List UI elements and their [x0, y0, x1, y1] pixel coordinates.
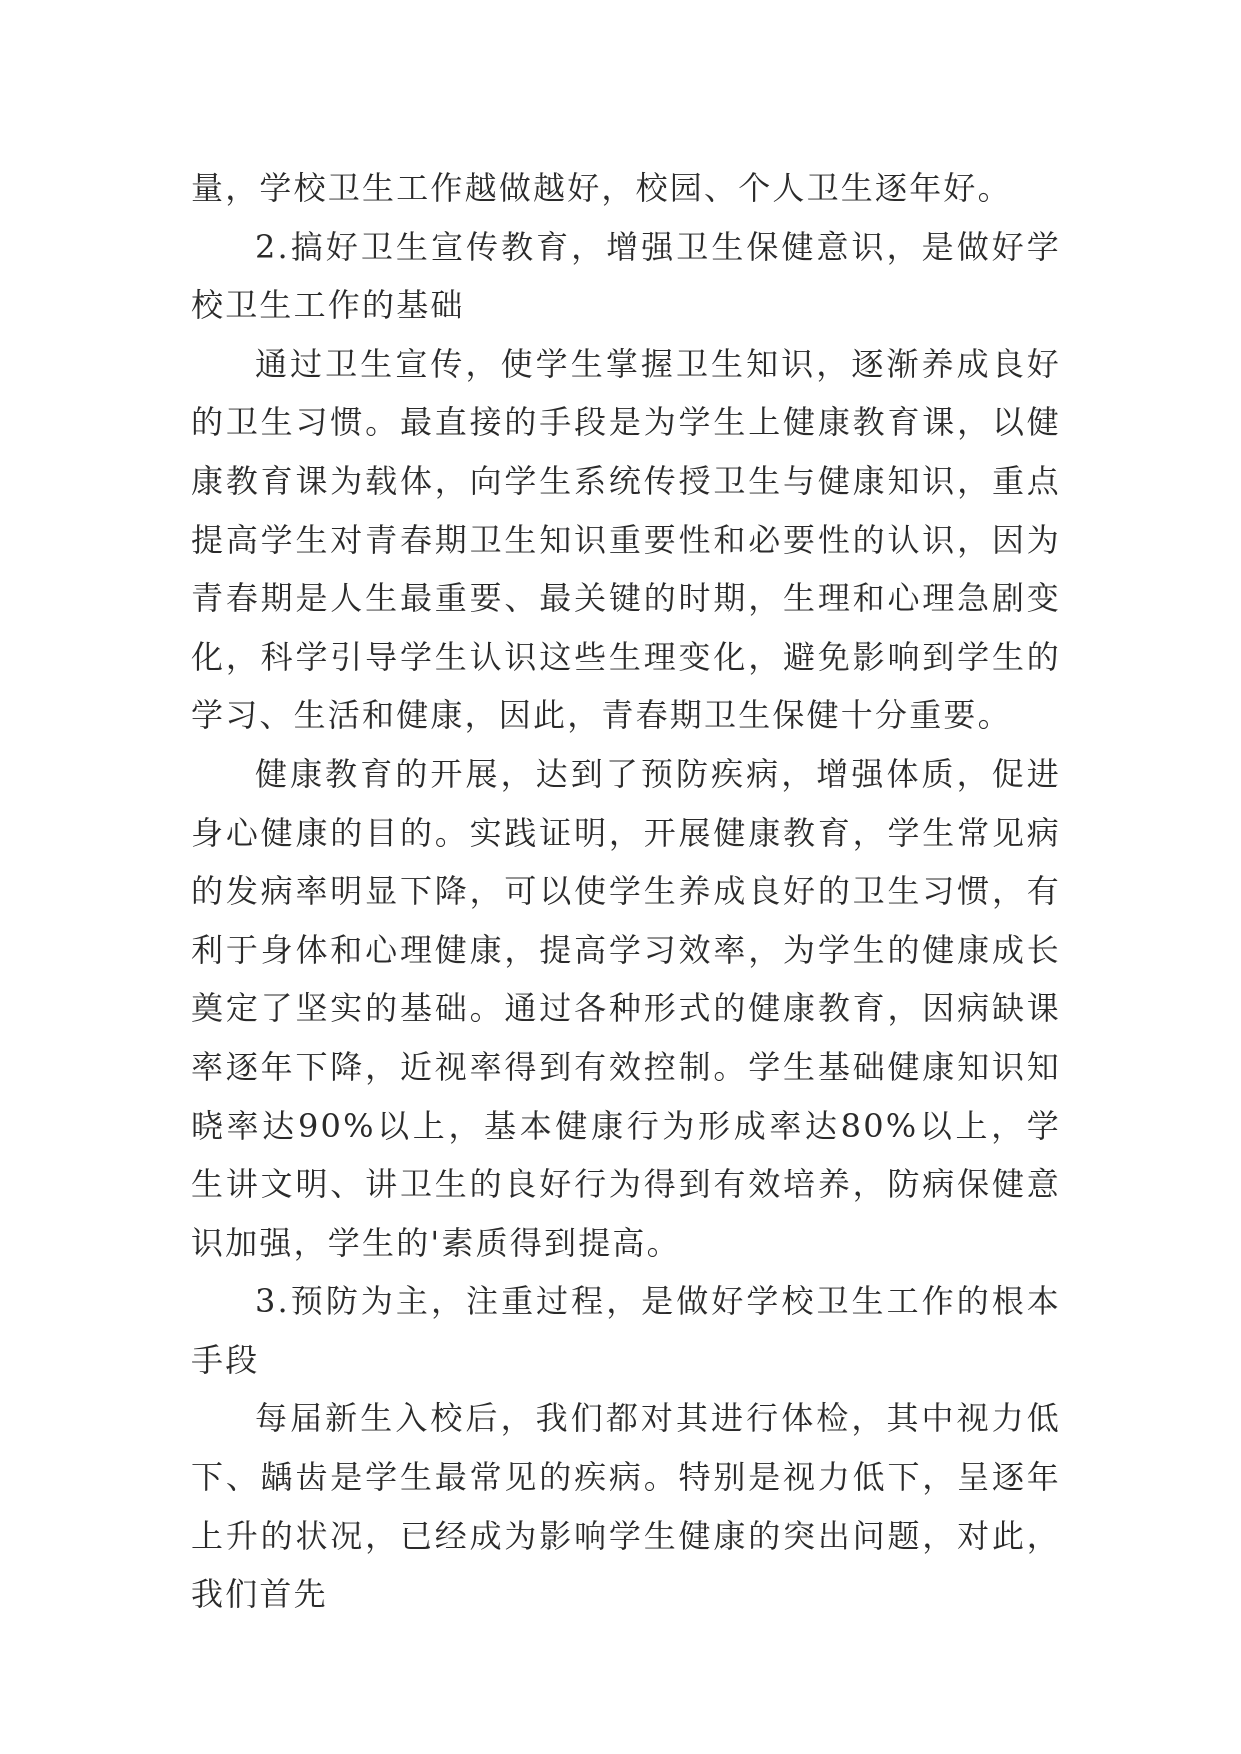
section-heading-3: 3.预防为主，注重过程，是做好学校卫生工作的根本手段	[191, 1282, 1061, 1379]
section-heading-2: 2.搞好卫生宣传教育，增强卫生保健意识，是做好学校卫生工作的基础	[191, 227, 1061, 325]
paragraph-health-education-class: 通过卫生宣传，使学生掌握卫生知识，逐渐养成良好的卫生习惯。最直接的手段是为学生上健康教育课，以健康教育课为载体，向学生系统传授卫生与健康知识，重点提高学生对青春期卫生知识重要性和必要性的认识，因为青春期是人生最重要、最关键的时期，生理和心理急剧变化，科学引导学生认识这些生理变化，避免影响到学生的学习、生活和健康，因此，青春期卫生保健十分重要。	[191, 344, 1061, 735]
paragraph-new-student-checkup: 每届新生入校后，我们都对其进行体检，其中视力低下、龋齿是学生最常见的疾病。特别是视力低下，呈逐年上升的状况，已经成为影响学生健康的突出问题，对此，我们首先	[191, 1399, 1061, 1614]
paragraph-continuation: 量，学校卫生工作越做越好，校园、个人卫生逐年好。	[191, 169, 1012, 207]
paragraph-health-education-results: 健康教育的开展，达到了预防疾病，增强体质，促进身心健康的目的。实践证明，开展健康教育，学生常见病的发病率明显下降，可以使学生养成良好的卫生习惯，有利于身体和心理健康，提高学习效率，为学生的健康成长奠定了坚实的基础。通过各种形式的健康教育，因病缺课率逐年下降，近视率得到有效控制。学生基础健康知识知晓率达90%以上，基本健康行为形成率达80%以上，学生讲文明、讲卫生的良好行为得到有效培养，防病保健意识加强，学生的'素质得到提高。	[191, 754, 1061, 1262]
document-body	[191, 159, 1061, 1624]
